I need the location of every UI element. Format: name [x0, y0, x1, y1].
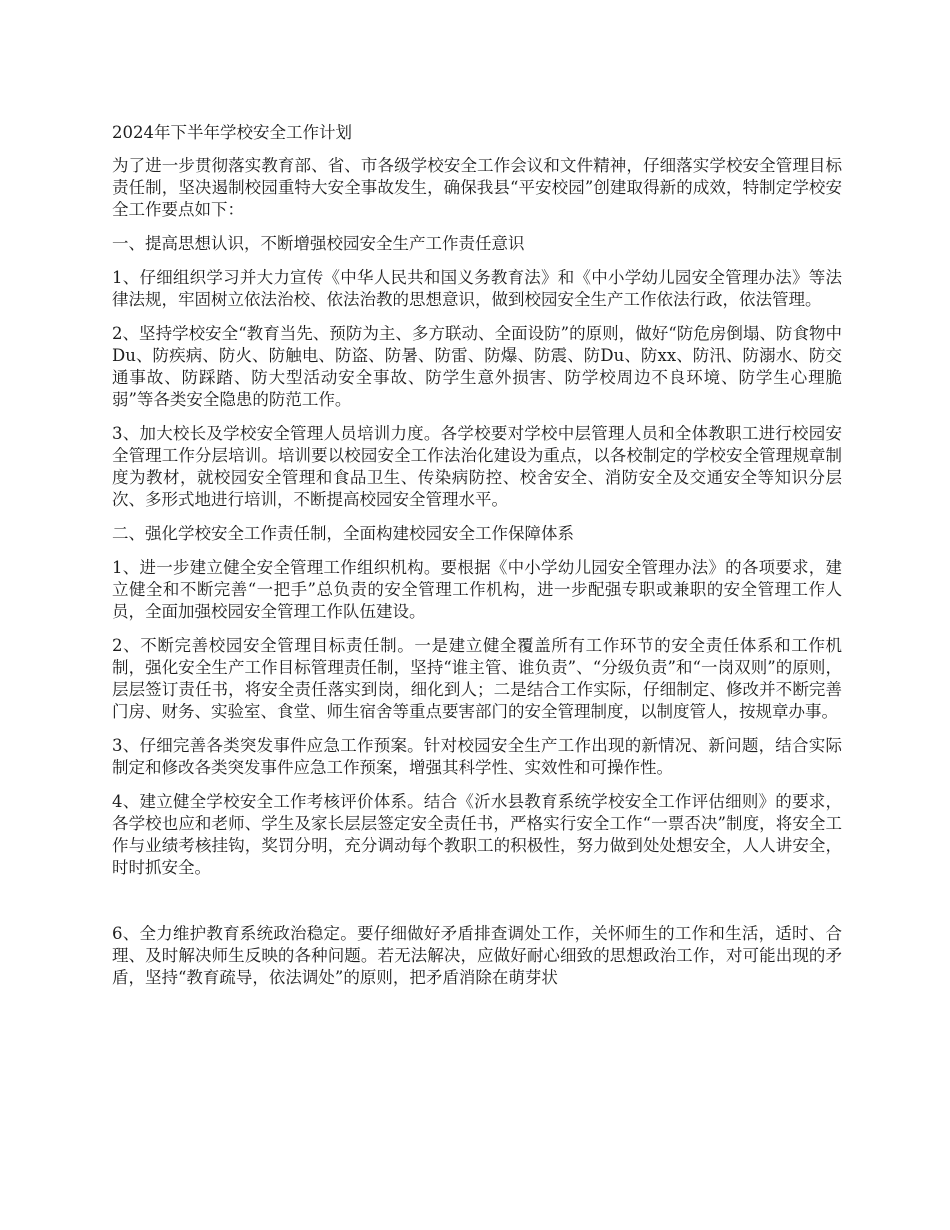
section-2-item-3: 3、仔细完善各类突发事件应急工作预案。针对校园安全生产工作出现的新情况、新问题，结合实际制定和修改各类突发事件应急工作预案，增强其科学性、实效性和可操作性。 — [112, 736, 842, 777]
section-1-item-2: 2、坚持学校安全“教育当先、预防为主、多方联动、全面设防”的原则，做好“防危房倒塌、防食物中Du、防疾病、防火、防触电、防盗、防暑、防雷、防爆、防震、防Du、防xx、防汛、防溺水、防交通事故、防踩踏、防大型活动安全事故、防学生意外损害、防学校周边不良环境、防学生心理脆弱”等各类安全隐患的防范工作。 — [112, 324, 842, 409]
blank-gap — [112, 891, 842, 923]
section-1-item-1: 1、仔细组织学习并大力宣传《中华人民共和国义务教育法》和《中小学幼儿园安全管理办法》等法律法规，牢固树立依法治校、依法治教的思想意识，做到校园安全生产工作依法行政，依法管理。 — [112, 268, 842, 309]
section-1-heading: 一、提高思想认识，不断增强校园安全生产工作责任意识 — [112, 234, 525, 253]
document-page — [112, 122, 842, 1001]
section-2-item-1: 1、进一步建立健全安全管理工作组织机构。要根据《中小学幼儿园安全管理办法》的各项要求，建立健全和不断完善“一把手”总负责的安全管理工作机构，进一步配强专职或兼职的安全管理工作人员，全面加强校园安全管理工作队伍建设。 — [112, 558, 842, 621]
item-6-paragraph: 6、全力维护教育系统政治稳定。要仔细做好矛盾排查调处工作，关怀师生的工作和生活，适时、合理、及时解决师生反映的各种问题。若无法解决，应做好耐心细致的思想政治工作，对可能出现的矛盾，坚持“教育疏导，依法调处”的原则，把矛盾消除在萌芽状 — [112, 924, 842, 987]
section-2-heading: 二、强化学校安全工作责任制，全面构建校园安全工作保障体系 — [112, 524, 574, 543]
section-2-item-4: 4、建立健全学校安全工作考核评价体系。结合《沂水县教育系统学校安全工作评估细则》的要求，各学校也应和老师、学生及家长层层签定安全责任书，严格实行安全工作“一票否决”制度，将安全工作与业绩考核挂钩，奖罚分明，充分调动每个教职工的积极性，努力做到处处想安全，人人讲安全，时时抓安全。 — [112, 792, 842, 877]
document-title: 2024年下半年学校安全工作计划 — [112, 123, 352, 142]
intro-paragraph: 为了进一步贯彻落实教育部、省、市各级学校安全工作会议和文件精神，仔细落实学校安全管理目标责任制，坚决遏制校园重特大安全事故发生，确保我县“平安校园”创建取得新的成效，特制定学校安全工作要点如下： — [112, 156, 842, 219]
section-1-item-3: 3、加大校长及学校安全管理人员培训力度。各学校要对学校中层管理人员和全体教职工进行校园安全管理工作分层培训。培训要以校园安全工作法治化建设为重点，以各校制定的学校安全管理规章制度为教材，就校园安全管理和食品卫生、传染病防控、校舍安全、消防安全及交通安全等知识分层次、多形式地进行培训，不断提高校园安全管理水平。 — [112, 424, 842, 509]
section-2-item-2: 2、不断完善校园安全管理目标责任制。一是建立健全覆盖所有工作环节的安全责任体系和工作机制，强化安全生产工作目标管理责任制，坚持“谁主管、谁负责”、“分级负责”和“一岗双则”的原则，层层签订责任书，将安全责任落实到岗，细化到人；二是结合工作实际，仔细制定、修改并不断完善门房、财务、实验室、食堂、师生宿舍等重点要害部门的安全管理制度，以制度管人，按规章办事。 — [112, 636, 842, 721]
